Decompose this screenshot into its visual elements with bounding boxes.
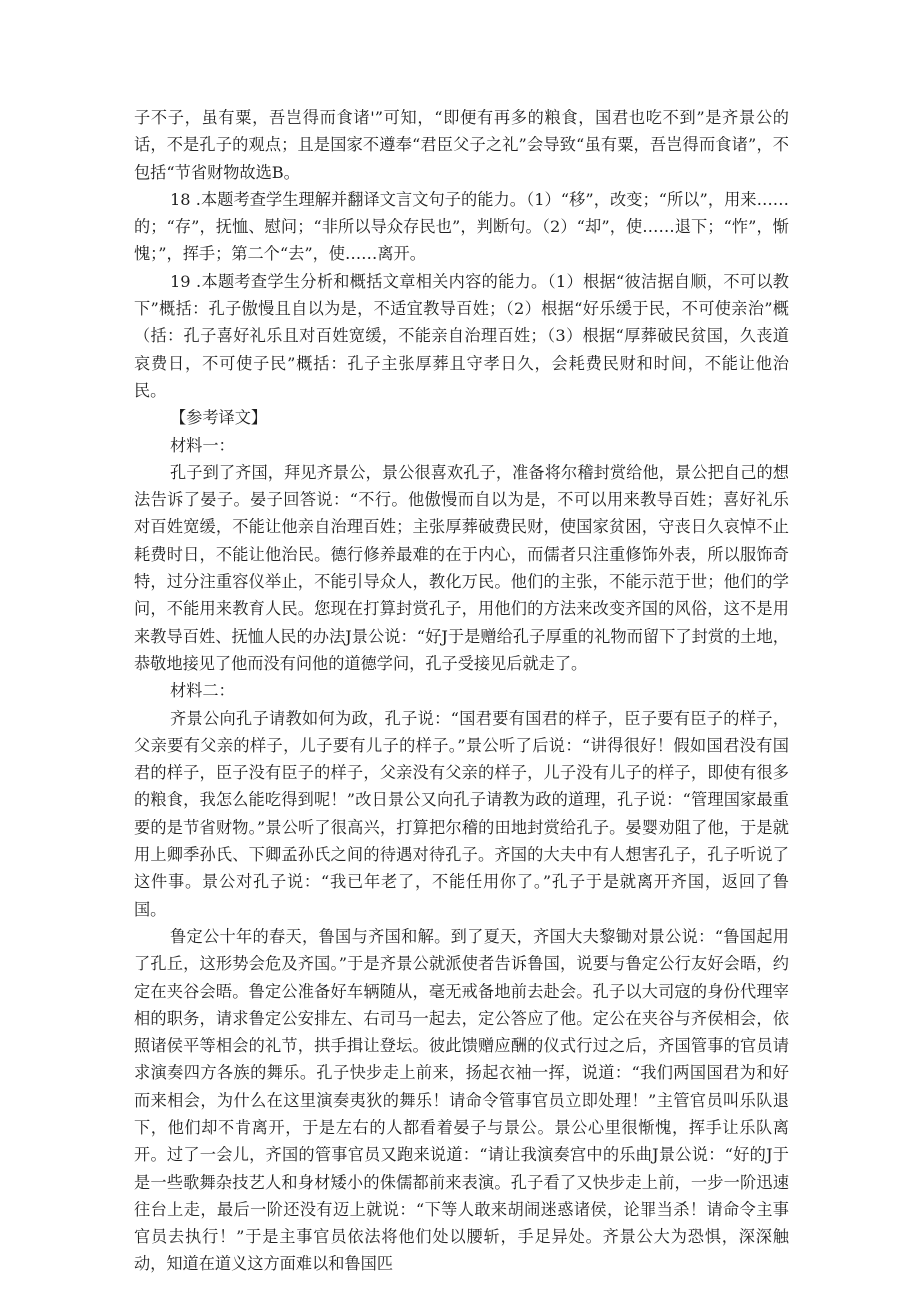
document-page: [134, 104, 789, 1278]
material-one-label: 材料一：: [170, 435, 235, 455]
section-heading-reference-translation: 【参考译文】: [170, 408, 268, 428]
paragraph-material-one: 孔子到了齐国，拜见齐景公，景公很喜欢孔子，准备将尔稽封赏给他，景公把自己的想法告诉了晏子。晏子回答说：“不行。他傲慢而自以为是，不可以用来教导百姓；喜好礼乐对百姓宽缓，不能让他亲自治理百姓；主张厚葬破费民财，使国家贫困，守丧日久哀悼不止耗费时日，不能让他治民。德行修养最难的在于内心，而儒者只注重修饰外表，所以服饰奇特，过分注重容仪举止，不能引导众人，教化万民。他们的主张，不能示范于世；他们的学问，不能用来教育人民。您现在打算封赏孔子，用他们的方法来改变齐国的风俗，这不是用来教导百姓、抚恤人民的办法J景公说：“好J于是赠给孔子厚重的礼物而留下了封赏的土地，恭敬地接见了他而没有问他的道德学问，孔子受接见后就走了。: [134, 462, 789, 673]
paragraph-answer-17-continued: 子不子，虽有粟，吾岂得而食诸'”可知，“即便有再多的粮食，国君也吃不到”是齐景公的话，不是孔子的观点；且是国家不遵奉“君臣父子之礼”会导致“虽有粟，吾岂得而食诸”，不包括“节省财物故选B。: [134, 108, 789, 182]
paragraph-material-two-a: 齐景公向孔子请教如何为政，孔子说：“国君要有国君的样子，臣子要有臣子的样子，父亲要有父亲的样子，儿子要有儿子的样子。”景公听了后说：“讲得很好！假如国君没有国君的样子，臣子没有臣子的样子，父亲没有父亲的样子，儿子没有儿子的样子，即使有很多的粮食，我怎么能吃得到呢！”改日景公又向孔子请教为政的道理，孔子说：“管理国家最重要的是节省财物。”景公听了很高兴，打算把尔稽的田地封赏给孔子。晏婴劝阻了他，于是就用上卿季孙氏、下卿孟孙氏之间的待遇对待孔子。齐国的大夫中有人想害孔子，孔子听说了这件事。景公对孔子说：“我已年老了，不能任用你了。”孔子于是就离开齐国，返回了鲁国。: [134, 708, 789, 919]
paragraph-material-two-b: 鲁定公十年的春天，鲁国与齐国和解。到了夏天，齐国大夫黎锄对景公说：“鲁国起用了孔丘，这形势会危及齐国。”于是齐景公就派使者告诉鲁国，说要与鲁定公行友好会晤，约定在夹谷会晤。鲁定公准备好车辆随从，毫无戒备地前去赴会。孔子以大司寇的身份代理宰相的职务，请求鲁定公安排左、右司马一起去，定公答应了他。定公在夹谷与齐侯相会，依照诸侯平等相会的礼节，拱手揖让登坛。彼此馈赠应酬的仪式行过之后，齐国管事的官员请求演奏四方各族的舞乐。孔子快步走上前来，扬起衣袖一挥，说道：“我们两国国君为和好而来相会，为什么在这里演奏夷狄的舞乐！请命令管事官员立即处理！”主管官员叫乐队退下，他们却不肯离开，于是左右的人都看着晏子与景公。景公心里很惭愧，挥手让乐队离开。过了一会儿，齐国的管事官员又跑来说道：“请让我演奏宫中的乐曲J景公说：“好的J于是一些歌舞杂技艺人和身材矮小的侏儒都前来表演。孔子看了又快步走上前，一步一阶迅速往台上走，最后一阶还没有迈上就说：“下等人敢来胡闹迷惑诸侯，论罪当杀！请命令主事官员去执行！”于是主事官员依法将他们处以腰斩，手足异处。齐景公大为恐惧，深深触动，知道在道义这方面难以和鲁国匹: [134, 926, 789, 1274]
paragraph-answer-18: 18 .本题考查学生理解并翻译文言文句子的能力。（1）“移”，改变；“所以”，用来……的；“存”，抚恤、慰问；“非所以导众存民也”，判断句。（2）“却”，使……退下；“怍”，惭愧；”，挥手；第二个“去”，使……离开。: [134, 189, 789, 264]
material-two-label: 材料二：: [170, 681, 235, 701]
paragraph-answer-19: 19 .本题考查学生分析和概括文章相关内容的能力。（1）根据“彼洁据自顺，不可以教下”概括：孔子傲慢且自以为是，不适宜教导百姓；（2）根据“好乐缓于民，不可使亲治”概（括：孔子喜好礼乐且对百姓宽缓，不能亲自治理百姓；（3）根据“厚葬破民贫国，久丧道哀费日，不可使子民”概括：孔子主张厚葬且守孝日久，会耗费民财和时间，不能让他治民。: [134, 271, 789, 400]
